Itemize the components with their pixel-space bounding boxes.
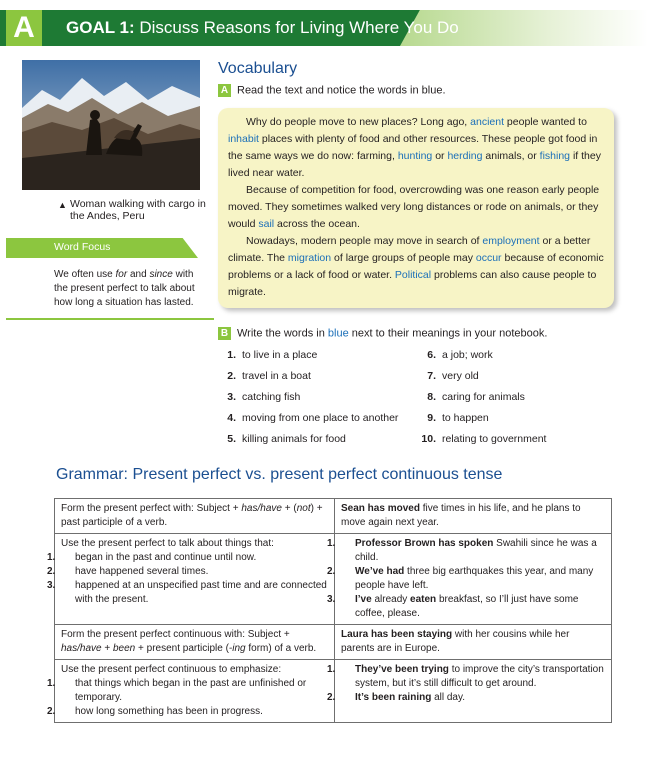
grammar-example-cell [335, 625, 612, 660]
grammar-example-cell [335, 499, 612, 534]
text: across the ocean. [274, 218, 360, 230]
vocab-word: employment [482, 235, 540, 247]
example-bold: eaten [410, 594, 437, 605]
item-number: 1. [327, 664, 336, 675]
text: places with plenty of food and other resources. These people got food in the same ways we do now: farming, [228, 133, 598, 162]
item-number: 1. [327, 538, 336, 549]
text: + ( [281, 503, 297, 514]
text: of large groups of people may [331, 252, 476, 264]
text: + [101, 643, 113, 654]
item-number: 10. [421, 433, 436, 445]
list-item [218, 387, 398, 408]
grammar-rule-cell [55, 499, 335, 534]
example-text: three big earthquakes this year, and many people have left. [355, 566, 594, 591]
item-text: began in the past and continue until now. [75, 552, 257, 563]
rule-lead: Use the present perfect continuous to emphasize: [61, 664, 282, 675]
item-number: 2. [327, 566, 336, 577]
andes-photo [22, 60, 200, 190]
wf-text-1: We often use [54, 269, 116, 280]
item-text: how long something has been in progress. [75, 706, 263, 717]
wf-for: for [115, 269, 128, 280]
vocab-word: inhabit [228, 133, 259, 145]
unit-badge: A [6, 10, 42, 46]
item-text: happened at an unspecified past time and are connected with the present. [75, 580, 327, 605]
example-text: five times in his life, and he plans to move again next year. [341, 503, 581, 528]
text: + present participle ( [135, 643, 229, 654]
andes-illustration [22, 60, 200, 190]
example-text: already [371, 594, 411, 605]
rule-item [47, 705, 328, 719]
text: problems can also cause people to migrate. [228, 269, 597, 298]
example-item [327, 537, 605, 565]
item-number: 3. [227, 391, 236, 403]
list-item [418, 345, 546, 366]
instruction-a [218, 84, 446, 97]
text: animals, or [482, 150, 540, 162]
word-focus-body [54, 268, 204, 310]
text: -ing [228, 643, 246, 654]
rule-item [47, 551, 328, 565]
example-item [327, 663, 605, 691]
table-row [55, 660, 612, 723]
example-text: to improve the city’s transportation system, but it’s still difficult to get around. [355, 664, 604, 689]
item-number: 1. [47, 678, 56, 689]
text: been [113, 643, 136, 654]
grammar-example-cell [327, 660, 612, 723]
text: Because of competition for food, overcrowding was one reason early people moved. They sometimes walked very long distances or rode on animals, or they would [228, 184, 600, 230]
item-number: 7. [427, 370, 436, 382]
item-text: travel in a boat [242, 370, 311, 382]
item-number: 5. [227, 433, 236, 445]
item-number: 9. [427, 412, 436, 424]
item-text: killing animals for food [242, 433, 346, 445]
item-number: 8. [427, 391, 436, 403]
goal-title [66, 18, 459, 38]
item-number: 3. [47, 580, 56, 591]
vocab-word: ancient [470, 116, 505, 128]
goal-label: GOAL 1: [66, 18, 135, 37]
grammar-rule-cell [47, 534, 335, 625]
badge-a: A [218, 84, 231, 97]
text: or [432, 150, 448, 162]
vocab-word: herding [447, 150, 483, 162]
example-bold: Professor Brown has spoken [355, 538, 494, 549]
rule-item [47, 579, 328, 607]
word-focus-title: Word Focus [54, 241, 111, 253]
rule-lead: Use the present perfect to talk about things that: [61, 538, 274, 549]
item-text: have happened several times. [75, 566, 209, 577]
reading-paragraph-2 [228, 182, 606, 233]
vocab-word: occur [475, 252, 502, 264]
vocab-word: sail [258, 218, 275, 230]
example-text: Swahili since he was a child. [355, 538, 597, 563]
text: not [296, 503, 311, 514]
grammar-example-cell [327, 534, 612, 625]
instruction-a-text: Read the text and notice the words in blue. [237, 84, 446, 97]
caption-triangle-icon: ▲ [58, 200, 67, 210]
example-text: with her cousins while her parents are in Europe. [341, 629, 570, 654]
item-number: 2. [227, 370, 236, 382]
text: or a better climate. The [228, 235, 591, 264]
list-item [218, 345, 398, 366]
example-item [327, 691, 605, 705]
item-text: very old [442, 370, 479, 382]
text: form) of a verb. [245, 643, 317, 654]
vocabulary-title: Vocabulary [218, 60, 298, 77]
vocab-word: Political [394, 269, 432, 281]
item-text: to live in a place [242, 349, 318, 361]
list-item [218, 429, 398, 450]
example-text: breakfast, so I’ll just have some coffee, please. [355, 594, 579, 619]
text: Nowadays, modern people may move in search of [246, 235, 483, 247]
grammar-rule-cell [47, 660, 335, 723]
example-bold: It’s been raining [355, 692, 432, 703]
photo-caption [58, 198, 208, 222]
word-focus-divider [6, 318, 214, 320]
item-number: 2. [47, 566, 56, 577]
table-row [55, 499, 612, 534]
item-text: to happen [442, 412, 489, 424]
item-number: 6. [427, 349, 436, 361]
text: Why do people move to new places? Long ago, [246, 116, 471, 128]
rule-item [47, 677, 328, 705]
reading-paragraph-3 [228, 233, 606, 301]
example-bold: We’ve had [355, 566, 405, 577]
vocab-word: fishing [539, 150, 571, 162]
meanings-list-right [418, 345, 546, 450]
example-bold: I’ve [355, 594, 372, 605]
reading-box [218, 108, 614, 308]
text: next to their meanings in your notebook. [348, 327, 548, 340]
item-number: 2. [327, 692, 336, 703]
caption-text: Woman walking with cargo in the Andes, Peru [70, 198, 206, 222]
text: because of economic problems or a lack of food or water. [228, 252, 604, 281]
reading-paragraph-1 [228, 114, 606, 182]
item-number: 4. [227, 412, 236, 424]
grammar-rule-cell [55, 625, 335, 660]
text: if they lived near water. [228, 150, 601, 179]
item-number: 1. [47, 552, 56, 563]
list-item [418, 387, 546, 408]
text: Write the words in [237, 327, 328, 340]
text: Form the present perfect continuous with: Subject + [61, 629, 290, 640]
list-item [218, 366, 398, 387]
item-text: moving from one place to another [242, 412, 399, 424]
wf-text-2: and [127, 269, 150, 280]
example-bold: Laura has been staying [341, 629, 453, 640]
badge-b: B [218, 327, 231, 340]
vocab-word: hunting [397, 150, 433, 162]
text: has/have [61, 643, 102, 654]
grammar-table [47, 498, 612, 723]
grammar-title: Grammar: Present perfect vs. present perfect continuous tense [56, 466, 503, 483]
item-text: relating to government [442, 433, 547, 445]
text: has/have [241, 503, 282, 514]
example-bold: They’ve been trying [355, 664, 449, 675]
goal-header [0, 10, 648, 46]
item-number: 1. [227, 349, 236, 361]
text: people wanted to [504, 116, 587, 128]
vocab-word: migration [287, 252, 332, 264]
goal-text: Discuss Reasons for Living Where You Do [139, 18, 459, 37]
text: Form the present perfect with: Subject + [61, 503, 242, 514]
wf-text-3: with the present perfect to talk about how long a situation has lasted. [54, 269, 195, 308]
item-text: that things which began in the past are unfinished or temporary. [75, 678, 307, 703]
item-number: 2. [47, 706, 56, 717]
example-item [327, 565, 605, 593]
text: ) + past participle of a verb. [61, 503, 323, 528]
list-item [218, 408, 398, 429]
instruction-b [218, 327, 547, 340]
list-item [418, 366, 546, 387]
item-text: caring for animals [442, 391, 525, 403]
item-text: a job; work [442, 349, 493, 361]
rule-item [47, 565, 328, 579]
wf-since: since [149, 269, 173, 280]
table-row [55, 625, 612, 660]
example-bold: Sean has moved [341, 503, 420, 514]
meanings-list-left [218, 345, 398, 450]
item-number: 3. [327, 594, 336, 605]
blue-word: blue [327, 327, 349, 340]
table-row [55, 534, 612, 625]
list-item [418, 429, 546, 450]
example-item [327, 593, 605, 621]
example-text: all day. [431, 692, 466, 703]
list-item [418, 408, 546, 429]
item-text: catching fish [242, 391, 301, 403]
